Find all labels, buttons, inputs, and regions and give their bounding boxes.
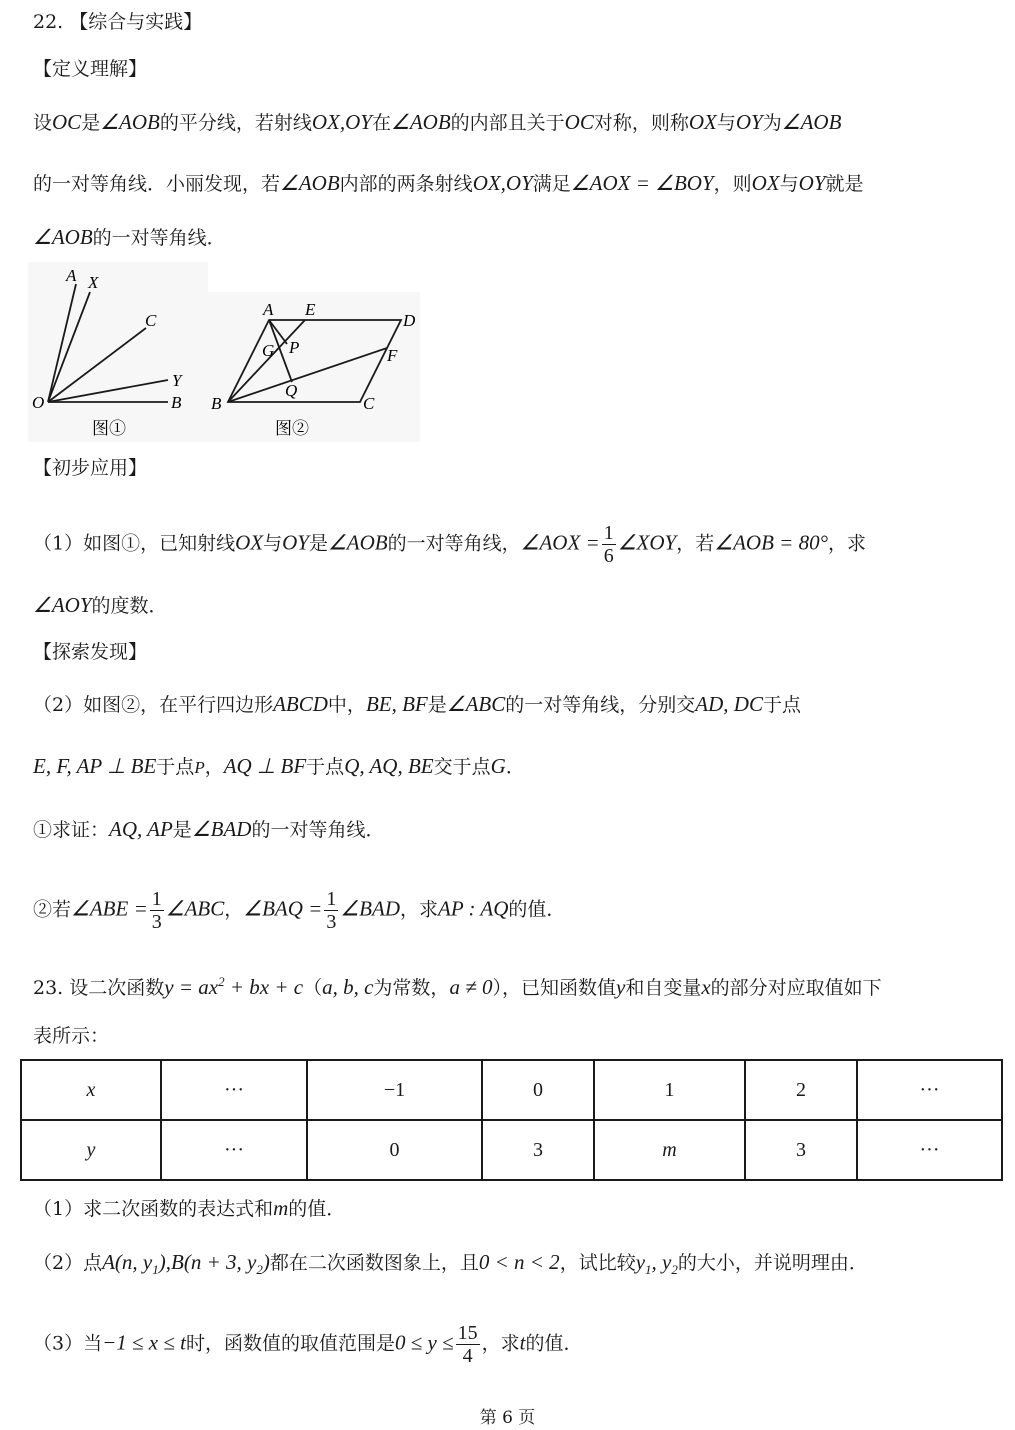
text: （	[303, 977, 323, 999]
math-x-range: −1 ≤ x ≤ t	[102, 1330, 186, 1355]
subscript: 1	[152, 1262, 159, 1278]
fraction-denominator: 6	[603, 545, 614, 567]
text: ①求证：	[33, 819, 110, 841]
point-label-d: D	[403, 311, 416, 330]
text: 于点	[156, 756, 195, 778]
q23-number: 23.	[33, 977, 64, 999]
text: 的平分线，若射线	[159, 112, 312, 134]
math-be-bf: BE, BF	[365, 692, 428, 716]
point-label-a: A	[263, 300, 274, 319]
math-angle-abc: ∠ABC	[446, 692, 506, 716]
table-cell: 3	[745, 1120, 857, 1180]
q22-subpart2	[33, 888, 565, 933]
math-angle-xoy: ∠XOY	[617, 530, 677, 555]
subscript: 2	[256, 1262, 263, 1278]
text: 设	[33, 112, 53, 134]
figure-1-caption: 图①	[92, 419, 126, 439]
q22-part1-line2	[33, 591, 168, 620]
math-angle-bad: ∠BAD	[340, 896, 400, 921]
text: 设二次函数	[69, 977, 165, 999]
text: （3）当	[33, 1332, 103, 1355]
q22-part2-line2	[33, 752, 525, 782]
math-aob: ∠AOB	[327, 530, 388, 555]
text: 的一对等角线．	[92, 227, 226, 249]
math-n-range: 0 < n < 2	[478, 1250, 560, 1274]
math-y: y	[615, 975, 626, 999]
table-row-x	[21, 1060, 1002, 1120]
math-g: G	[490, 754, 506, 778]
math-part: , y	[651, 1250, 672, 1274]
text: 内部的两条射线	[339, 173, 473, 195]
text: （1）如图①，已知射线	[33, 532, 236, 555]
math-part: + bx + c	[224, 975, 304, 999]
math-part: A	[102, 1250, 115, 1274]
text: 的值．	[525, 1332, 583, 1355]
table-cell: 0	[307, 1120, 482, 1180]
definition-line-1	[33, 108, 841, 137]
q22-number: 22.	[33, 11, 64, 33]
point-label-p: P	[289, 338, 300, 357]
math-ox-oy: OX,OY	[472, 171, 533, 195]
text: 中，	[327, 694, 366, 716]
math-aq-perp-bf: AQ ⊥ BF	[223, 754, 307, 778]
math-point-a	[102, 1250, 270, 1278]
point-label-o: O	[32, 393, 45, 412]
q22-part1	[33, 522, 866, 567]
q22-title: 【综合与实践】	[69, 11, 203, 33]
q22-part2-line1	[33, 690, 801, 719]
definition-line-3	[33, 223, 226, 252]
text: 的一对等角线．小丽发现，若	[33, 173, 281, 195]
math-angle-aoy: ∠AOY	[33, 593, 92, 617]
text: 的度数．	[91, 595, 168, 617]
text: 与	[716, 112, 736, 134]
math-p: P	[194, 758, 205, 777]
text: 的一对等角线．	[251, 819, 385, 841]
fraction-one-third	[324, 888, 338, 933]
fraction-numerator: 1	[151, 888, 162, 910]
point-label-e: E	[305, 300, 316, 319]
fraction-numerator: 1	[326, 888, 337, 910]
q23-line1	[33, 968, 882, 1002]
math-t: t	[519, 1330, 526, 1355]
text: ），已知函数值	[492, 977, 616, 999]
math-ap-aq-ratio: AP : AQ	[438, 896, 509, 921]
table-cell: ···	[857, 1120, 1002, 1180]
text: 满足	[532, 173, 571, 195]
point-label-x: X	[88, 273, 99, 292]
point-label-c: C	[363, 394, 375, 413]
math-aob: ∠AOB	[100, 110, 160, 134]
math-ox-oy: OX,OY	[311, 110, 372, 134]
fraction-denominator: 3	[151, 911, 162, 933]
text: （2）点	[33, 1252, 103, 1274]
point-label-y: Y	[172, 371, 182, 390]
text: 为常数，	[373, 977, 450, 999]
math-oy: OY	[735, 110, 763, 134]
section-explore: 【探索发现】	[33, 641, 148, 663]
math-angle-equation: ∠AOX = ∠BOY	[570, 171, 714, 195]
math-aob: ∠AOB	[33, 225, 93, 249]
text: 在	[371, 112, 391, 134]
text: 是	[427, 694, 447, 716]
table-cell: ···	[161, 1120, 307, 1180]
subscript: 2	[671, 1262, 678, 1278]
text: 都在二次函数图象上，且	[269, 1252, 479, 1274]
text: （2）如图②，在平行四边形	[33, 694, 274, 716]
math-quadratic	[164, 975, 303, 999]
text: ，求	[481, 1332, 520, 1355]
math-part: ,	[165, 1250, 171, 1274]
math-x: x	[701, 975, 711, 999]
math-aob: ∠AOB	[280, 171, 340, 195]
math-ox: OX	[751, 171, 780, 195]
point-label-f: F	[387, 346, 398, 365]
q23-part3	[33, 1322, 583, 1367]
text: ，	[224, 898, 244, 921]
math-oc: OC	[52, 110, 82, 134]
q23-part1	[33, 1194, 345, 1223]
math-part: y = ax	[164, 975, 219, 999]
math-part: (n, y	[114, 1250, 153, 1274]
fraction-denominator: 4	[462, 1345, 473, 1367]
text: 与	[779, 173, 799, 195]
text: 就是	[825, 173, 864, 195]
math-q-aq-be: Q, AQ, BE	[344, 754, 434, 778]
superscript: 2	[218, 974, 225, 989]
math-y1-y2	[635, 1250, 678, 1278]
table-row-y	[21, 1120, 1002, 1180]
math-part: y	[635, 1250, 646, 1274]
text: 是	[172, 819, 192, 841]
math-ox: OX	[688, 110, 717, 134]
point-label-g: G	[262, 341, 275, 360]
math-y-range: 0 ≤ y ≤	[395, 1330, 454, 1355]
fraction-one-sixth	[602, 522, 616, 567]
fraction-denominator: 3	[326, 911, 337, 933]
text: ，求	[827, 532, 866, 555]
text: （1）求二次函数的表达式和	[33, 1198, 274, 1220]
math-aob: ∠AOB	[391, 110, 451, 134]
math-a-neq-0: a ≠ 0	[449, 975, 493, 999]
math-m: m	[273, 1196, 289, 1220]
text: 的一对等角线，分别交	[505, 694, 696, 716]
q22-header	[33, 8, 202, 36]
figure-2-caption: 图②	[275, 419, 309, 439]
fraction-numerator: 15	[457, 1322, 478, 1344]
table-cell: 0	[482, 1060, 594, 1120]
text: ，试比较	[559, 1252, 636, 1274]
text: 于点	[762, 694, 801, 716]
text: ，求	[400, 898, 439, 921]
point-label-b: B	[211, 394, 222, 413]
text: ②若	[33, 898, 72, 921]
text: 的值．	[288, 1198, 346, 1220]
point-label-b: B	[171, 393, 182, 412]
math-part: (n + 3, y	[183, 1250, 257, 1274]
q23-part2	[33, 1248, 868, 1284]
math-part: B	[171, 1250, 184, 1274]
math-aq-ap: AQ, AP	[109, 817, 173, 841]
text: 的值．	[508, 898, 566, 921]
math-oy: OY	[282, 530, 309, 555]
fraction-numerator: 1	[603, 522, 614, 544]
text: 的内部且关于	[450, 112, 565, 134]
math-angle-baq: ∠BAQ =	[243, 896, 323, 921]
fraction-fifteen-quarters	[456, 1322, 480, 1367]
value-table	[20, 1059, 1003, 1181]
math-oy: OY	[798, 171, 826, 195]
text: 是	[81, 112, 101, 134]
figure-1-background	[28, 262, 208, 442]
point-label-c: C	[145, 311, 157, 330]
section-apply: 【初步应用】	[33, 457, 148, 479]
figure-1-angle-diagram	[28, 262, 208, 442]
text: 交于点	[433, 756, 491, 778]
math-part: )	[158, 1250, 166, 1274]
math-ad-dc: AD, DC	[695, 692, 763, 716]
math-angle-bad: ∠BAD	[191, 817, 252, 841]
text: 是	[308, 532, 328, 555]
table-cell: ···	[857, 1060, 1002, 1120]
table-cell: −1	[307, 1060, 482, 1120]
text: 为	[762, 112, 782, 134]
text: ，则	[713, 173, 752, 195]
text: 与	[263, 532, 283, 555]
text: ．	[505, 756, 525, 778]
q23-line2: 表所示：	[33, 1025, 110, 1047]
point-label-a: A	[66, 266, 77, 285]
text: ，若	[676, 532, 715, 555]
math-angle-abe: ∠ABE =	[71, 896, 148, 921]
table-cell: 1	[594, 1060, 745, 1120]
text: 的一对等角线，	[387, 532, 521, 555]
math-angle-aob-80: ∠AOB = 80°	[714, 530, 828, 555]
math-ox: OX	[235, 530, 264, 555]
text: 时，函数值的取值范围是	[185, 1332, 395, 1355]
page-footer: 第 6 页	[479, 1408, 536, 1428]
subscript: 1	[645, 1262, 652, 1278]
text: 的部分对应取值如下	[710, 977, 882, 999]
point-label-q: Q	[285, 381, 298, 400]
table-cell: x	[21, 1060, 161, 1120]
text: 和自变量	[625, 977, 702, 999]
definition-line-2	[33, 169, 864, 198]
text: ，	[204, 756, 224, 778]
math-angle-aox: ∠AOX =	[520, 530, 600, 555]
table-cell: 3	[482, 1120, 594, 1180]
math-angle-abc: ∠ABC	[165, 896, 225, 921]
table-cell: m	[594, 1120, 745, 1180]
math-aob: ∠AOB	[781, 110, 842, 134]
text: 对称，则称	[593, 112, 689, 134]
table-cell: y	[21, 1120, 161, 1180]
figure-2-parallelogram-diagram	[205, 292, 420, 442]
q22-subpart1	[33, 815, 384, 844]
text: 于点	[306, 756, 345, 778]
math-abc: a, b, c	[322, 975, 374, 999]
text: 的大小，并说明理由．	[677, 1252, 868, 1274]
math-ap-perp-be: E, F, AP ⊥ BE	[33, 754, 157, 778]
math-part: )	[262, 1250, 270, 1274]
section-definition: 【定义理解】	[33, 58, 148, 80]
table-cell: ···	[161, 1060, 307, 1120]
math-oc: OC	[564, 110, 594, 134]
table-cell: 2	[745, 1060, 857, 1120]
fraction-one-third	[150, 888, 164, 933]
math-abcd: ABCD	[273, 692, 328, 716]
